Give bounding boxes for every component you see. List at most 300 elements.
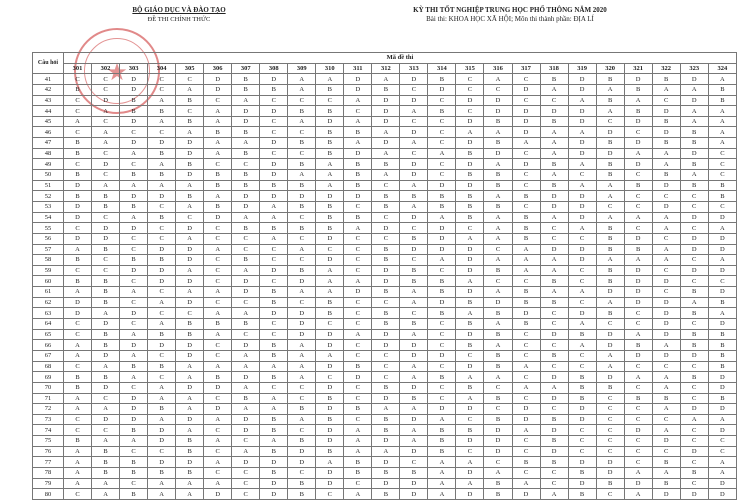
answer-cell: A [148, 489, 176, 500]
answer-cell: B [176, 446, 204, 457]
answer-cell: D [624, 478, 652, 489]
answer-cell: D [64, 297, 92, 308]
answer-cell: A [120, 372, 148, 383]
answer-cell: D [456, 361, 484, 372]
answer-cell: A [176, 372, 204, 383]
answer-cell: D [596, 372, 624, 383]
answer-cell: D [148, 340, 176, 351]
answer-cell: D [652, 201, 680, 212]
answer-cell: B [652, 478, 680, 489]
exam-code-header: 323 [680, 63, 708, 74]
answer-cell: B [92, 457, 120, 468]
answer-cell: B [428, 201, 456, 212]
answer-cell: B [456, 201, 484, 212]
answer-cell: D [316, 255, 344, 266]
answer-cell: A [540, 127, 568, 138]
answer-cell: B [204, 180, 232, 191]
answer-cell: B [596, 276, 624, 287]
answer-cell: C [204, 467, 232, 478]
answer-cell: D [428, 350, 456, 361]
answer-cell: B [372, 159, 400, 170]
answer-cell: B [484, 361, 512, 372]
answer-cell: B [232, 393, 260, 404]
answer-cell: B [596, 95, 624, 106]
answer-cell: D [288, 319, 316, 330]
answer-cell: D [232, 457, 260, 468]
answer-cell: C [512, 393, 540, 404]
answer-cell: A [204, 116, 232, 127]
answer-cell: C [204, 340, 232, 351]
answer-cell: D [512, 106, 540, 117]
answer-cell: D [624, 116, 652, 127]
answer-cell: A [372, 74, 400, 85]
answer-cell: A [540, 382, 568, 393]
answer-cell: C [540, 340, 568, 351]
answer-cell: C [652, 233, 680, 244]
answer-cell: A [148, 116, 176, 127]
answer-cell: A [120, 350, 148, 361]
answer-cell: C [288, 148, 316, 159]
answer-cell: B [568, 382, 596, 393]
answer-cell: C [540, 223, 568, 234]
answer-cell: A [288, 372, 316, 383]
table-row [33, 382, 737, 393]
answer-cell: B [316, 414, 344, 425]
answer-cell: D [428, 244, 456, 255]
answer-cell: D [456, 138, 484, 149]
answer-cell: D [176, 138, 204, 149]
answer-cell: B [176, 319, 204, 330]
answer-cell: A [232, 265, 260, 276]
answer-cell: C [680, 276, 708, 287]
answer-cell: B [400, 393, 428, 404]
answer-cell: C [428, 340, 456, 351]
answer-cell: A [596, 255, 624, 266]
exam-code-header: 302 [92, 63, 120, 74]
answer-cell: C [680, 425, 708, 436]
answer-cell: C [680, 478, 708, 489]
answer-cell: B [344, 361, 372, 372]
table-row [33, 308, 737, 319]
answer-cell: A [232, 404, 260, 415]
answer-cell: C [120, 127, 148, 138]
ministry-name: BỘ GIÁO DỤC VÀ ĐÀO TẠO [132, 6, 226, 14]
answer-cell: C [624, 170, 652, 181]
answer-cell: D [232, 340, 260, 351]
answer-cell: B [708, 180, 736, 191]
answer-cell: C [624, 127, 652, 138]
answer-cell: B [484, 329, 512, 340]
answer-cell: B [624, 180, 652, 191]
answer-cell: A [316, 74, 344, 85]
answer-cell: B [176, 329, 204, 340]
answer-cell: C [624, 382, 652, 393]
answer-cell: C [652, 361, 680, 372]
exam-code-header: 308 [260, 63, 288, 74]
answer-cell: C [400, 255, 428, 266]
question-number: 65 [33, 329, 64, 340]
answer-cell: D [232, 201, 260, 212]
answer-cell: B [372, 319, 400, 330]
answer-cell: A [204, 148, 232, 159]
answer-cell: B [92, 446, 120, 457]
answer-cell: B [92, 297, 120, 308]
answer-cell: C [512, 148, 540, 159]
answer-cell: B [568, 467, 596, 478]
answer-cell: C [232, 159, 260, 170]
answer-cell: D [652, 276, 680, 287]
question-number: 73 [33, 414, 64, 425]
answer-cell: A [120, 287, 148, 298]
answer-cell: D [372, 457, 400, 468]
answer-cell: C [540, 308, 568, 319]
question-number: 58 [33, 255, 64, 266]
answer-cell: C [148, 308, 176, 319]
answer-cell: B [624, 84, 652, 95]
answer-cell: C [232, 478, 260, 489]
answer-cell: C [148, 287, 176, 298]
answer-cell: B [652, 393, 680, 404]
answer-cell: D [176, 223, 204, 234]
answer-cell: D [456, 489, 484, 500]
answer-cell: B [148, 255, 176, 266]
table-row [33, 212, 737, 223]
answer-cell: C [680, 319, 708, 330]
answer-cell: B [316, 393, 344, 404]
answer-cell: B [288, 489, 316, 500]
answer-cell: D [456, 467, 484, 478]
answer-cell: B [148, 404, 176, 415]
answer-cell: A [316, 276, 344, 287]
answer-cell: D [680, 233, 708, 244]
answer-cell: A [92, 180, 120, 191]
question-number: 51 [33, 180, 64, 191]
answer-cell: C [568, 446, 596, 457]
answer-cell: B [708, 297, 736, 308]
answer-cell: C [344, 478, 372, 489]
answer-cell: B [92, 276, 120, 287]
answer-cell: B [540, 276, 568, 287]
answer-cell: C [428, 170, 456, 181]
question-number: 61 [33, 287, 64, 298]
question-number: 56 [33, 233, 64, 244]
answer-cell: B [428, 425, 456, 436]
answer-cell: D [372, 478, 400, 489]
answer-cell: A [540, 265, 568, 276]
answer-cell: A [428, 457, 456, 468]
table-row [33, 340, 737, 351]
answer-cell: A [400, 180, 428, 191]
answer-cell: B [568, 372, 596, 383]
answer-cell: A [456, 276, 484, 287]
answer-cell: C [92, 116, 120, 127]
answer-cell: C [204, 265, 232, 276]
answer-cell: A [232, 95, 260, 106]
answer-cell: C [260, 276, 288, 287]
answer-cell: C [64, 265, 92, 276]
table-row [33, 457, 737, 468]
answer-cell: C [204, 393, 232, 404]
answer-cell: C [484, 382, 512, 393]
question-column-header: Câu hỏi [33, 53, 64, 74]
answer-cell: D [708, 265, 736, 276]
answer-cell: C [120, 382, 148, 393]
answer-cell: B [680, 138, 708, 149]
answer-cell: B [708, 191, 736, 202]
answer-cell: B [120, 457, 148, 468]
answer-cell: D [568, 116, 596, 127]
answer-cell: B [456, 297, 484, 308]
answer-cell: A [344, 95, 372, 106]
answer-cell: C [680, 436, 708, 447]
answer-cell: D [148, 276, 176, 287]
answer-cell: C [484, 84, 512, 95]
answer-cell: B [456, 212, 484, 223]
answer-cell: C [456, 74, 484, 85]
answer-cell: A [288, 116, 316, 127]
table-row [33, 489, 737, 500]
answer-cell: D [708, 372, 736, 383]
answer-cell: A [260, 404, 288, 415]
answer-cell: B [456, 319, 484, 330]
question-number: 44 [33, 106, 64, 117]
answer-cell: C [652, 191, 680, 202]
answer-cell: A [652, 425, 680, 436]
answer-cell: B [316, 148, 344, 159]
table-row [33, 74, 737, 85]
answer-cell: B [260, 287, 288, 298]
answer-cell: A [92, 478, 120, 489]
question-number: 78 [33, 467, 64, 478]
answer-cell: D [204, 489, 232, 500]
question-number: 55 [33, 223, 64, 234]
answer-cell: C [232, 436, 260, 447]
answer-cell: C [204, 255, 232, 266]
answer-cell: C [344, 319, 372, 330]
answer-cell: D [92, 350, 120, 361]
answer-cell: B [204, 372, 232, 383]
exam-code-header: 307 [232, 63, 260, 74]
answer-cell: D [652, 489, 680, 500]
table-row [33, 138, 737, 149]
answer-cell: D [92, 414, 120, 425]
answer-cell: A [456, 457, 484, 468]
answer-cell: B [64, 84, 92, 95]
answer-cell: C [120, 244, 148, 255]
answer-cell: C [92, 74, 120, 85]
answer-cell: C [204, 223, 232, 234]
answer-cell: D [624, 425, 652, 436]
answer-cell: D [260, 308, 288, 319]
header-right [340, 6, 680, 24]
answer-cell: C [400, 457, 428, 468]
answer-cell: C [512, 372, 540, 383]
header-left [104, 6, 254, 24]
table-row [33, 361, 737, 372]
answer-cell: A [540, 148, 568, 159]
answer-cell: D [204, 212, 232, 223]
answer-cell: B [64, 138, 92, 149]
answer-cell: B [260, 297, 288, 308]
answer-cell: A [372, 404, 400, 415]
answer-cell: D [568, 404, 596, 415]
answer-cell: A [484, 159, 512, 170]
answer-cell: B [484, 393, 512, 404]
answer-cell: C [288, 382, 316, 393]
answer-cell: D [652, 436, 680, 447]
question-number: 53 [33, 201, 64, 212]
answer-cell: B [372, 191, 400, 202]
answer-cell: A [484, 74, 512, 85]
answer-cell: D [596, 457, 624, 468]
answer-cell: C [148, 201, 176, 212]
answer-cell: C [680, 255, 708, 266]
answer-cell: D [372, 276, 400, 287]
answer-cell: D [92, 319, 120, 330]
answer-cell: D [120, 393, 148, 404]
answer-cell: C [624, 457, 652, 468]
answer-cell: A [92, 436, 120, 447]
answer-cell: D [148, 191, 176, 202]
answer-cell: D [568, 414, 596, 425]
answer-cell: A [288, 340, 316, 351]
answer-cell: A [232, 138, 260, 149]
answer-cell: B [372, 489, 400, 500]
answer-cell: D [400, 159, 428, 170]
answer-cell: D [148, 425, 176, 436]
answer-cell: A [624, 212, 652, 223]
answer-cell: A [512, 244, 540, 255]
answer-cell: D [540, 329, 568, 340]
answer-cell: D [680, 404, 708, 415]
answer-cell: C [708, 170, 736, 181]
answer-cell: B [92, 287, 120, 298]
answer-cell: D [64, 180, 92, 191]
answer-cell: A [176, 425, 204, 436]
question-number: 72 [33, 404, 64, 415]
question-number: 71 [33, 393, 64, 404]
table-row [33, 276, 737, 287]
answer-cell: C [568, 425, 596, 436]
answer-cell: A [400, 287, 428, 298]
answer-cell: D [400, 170, 428, 181]
exam-code-header: 304 [148, 63, 176, 74]
answer-cell: C [624, 191, 652, 202]
answer-cell: C [120, 276, 148, 287]
answer-cell: C [344, 201, 372, 212]
answer-cell: C [64, 414, 92, 425]
exam-status: ĐỀ THI CHÍNH THỨC [147, 16, 211, 23]
answer-cell: A [708, 457, 736, 468]
table-row [33, 404, 737, 415]
answer-cell: C [596, 116, 624, 127]
answer-cell: A [64, 244, 92, 255]
answer-cell: C [568, 436, 596, 447]
answer-cell: B [652, 116, 680, 127]
answer-cell: A [652, 223, 680, 234]
answer-cell: A [568, 287, 596, 298]
answer-cell: D [316, 233, 344, 244]
answer-cell: C [372, 350, 400, 361]
answer-cell: B [120, 106, 148, 117]
answer-cell: D [568, 308, 596, 319]
answer-cell: C [680, 223, 708, 234]
question-number: 69 [33, 372, 64, 383]
answer-cell: A [316, 265, 344, 276]
answer-cell: B [652, 170, 680, 181]
answer-cell: D [708, 287, 736, 298]
answer-cell: B [288, 478, 316, 489]
answer-cell: D [120, 308, 148, 319]
answer-cell: A [652, 372, 680, 383]
answer-cell: A [596, 180, 624, 191]
table-row [33, 244, 737, 255]
answer-cell: A [260, 233, 288, 244]
answer-cell: C [204, 233, 232, 244]
answer-cell: C [680, 457, 708, 468]
answer-cell: C [288, 297, 316, 308]
answer-cell: A [400, 201, 428, 212]
answer-cell: D [400, 446, 428, 457]
answer-cell: D [372, 223, 400, 234]
question-number: 62 [33, 297, 64, 308]
question-number: 70 [33, 382, 64, 393]
answer-cell: C [400, 148, 428, 159]
answer-cell: A [596, 350, 624, 361]
answer-cell: C [540, 319, 568, 330]
answer-cell: C [64, 489, 92, 500]
exam-code-header: 315 [456, 63, 484, 74]
answer-cell: D [148, 138, 176, 149]
answer-cell: A [400, 106, 428, 117]
answer-cell: C [484, 457, 512, 468]
answer-cell: D [316, 467, 344, 478]
answer-cell: B [484, 308, 512, 319]
answer-cell: C [176, 106, 204, 117]
answer-cell: A [708, 106, 736, 117]
answer-cell: D [204, 382, 232, 393]
table-row [33, 372, 737, 383]
answer-cell: D [512, 308, 540, 319]
answer-cell: A [680, 414, 708, 425]
answer-cell: B [120, 489, 148, 500]
answer-cell: A [288, 170, 316, 181]
answer-cell: A [680, 84, 708, 95]
question-number: 43 [33, 95, 64, 106]
answer-cell: A [92, 489, 120, 500]
answer-cell: B [344, 404, 372, 415]
answer-cell: D [288, 329, 316, 340]
answer-cell: A [652, 382, 680, 393]
answer-cell: B [428, 276, 456, 287]
answer-cell: D [316, 191, 344, 202]
table-row [33, 106, 737, 117]
answer-cell: C [232, 233, 260, 244]
answer-cell: B [176, 116, 204, 127]
answer-cell: A [344, 446, 372, 457]
exam-code-header: 310 [316, 63, 344, 74]
answer-cell: A [708, 467, 736, 478]
answer-cell: D [568, 457, 596, 468]
answer-cell: A [120, 148, 148, 159]
answer-cell: C [344, 265, 372, 276]
answer-cell: C [344, 233, 372, 244]
answer-cell: D [204, 74, 232, 85]
answer-cell: A [596, 212, 624, 223]
answer-cell: C [344, 106, 372, 117]
exam-code-group-header: Mã đề thi [64, 53, 737, 64]
exam-code-header: 324 [708, 63, 736, 74]
